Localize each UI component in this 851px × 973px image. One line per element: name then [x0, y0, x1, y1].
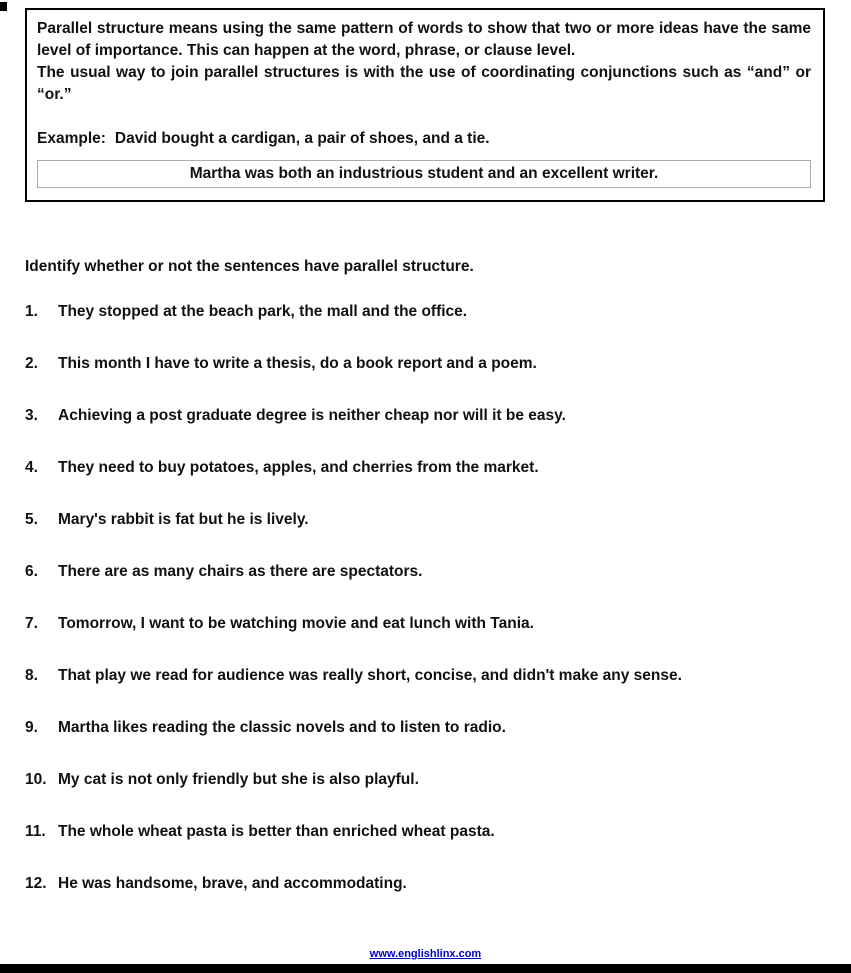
footer-link[interactable]: www.englishlinx.com	[369, 948, 482, 960]
question-text: They need to buy potatoes, apples, and cherries from the market.	[58, 459, 539, 476]
scan-artifact-corner	[0, 2, 7, 11]
footer	[0, 944, 851, 962]
example-line	[37, 128, 811, 150]
question-number: 6.	[25, 563, 38, 580]
question-item	[25, 301, 815, 323]
question-number: 8.	[25, 667, 38, 684]
question-text: They stopped at the beach park, the mall and the office.	[58, 303, 468, 320]
question-text: He was handsome, brave, and accommodating.	[58, 875, 407, 892]
question-number: 7.	[25, 615, 38, 632]
question-text: That play we read for audience was really short, concise, and didn't make any sense.	[58, 667, 682, 684]
example-sentence: David bought a cardigan, a pair of shoes, and a tie.	[114, 130, 490, 147]
question-item	[25, 509, 815, 531]
example-box	[37, 160, 811, 188]
question-list	[25, 301, 815, 925]
question-number: 11.	[25, 823, 46, 840]
question-number: 1.	[25, 303, 38, 320]
question-number: 3.	[25, 407, 38, 424]
question-number: 5.	[25, 511, 38, 528]
question-item	[25, 665, 815, 687]
question-number: 10.	[25, 771, 47, 788]
question-item	[25, 821, 815, 843]
question-item	[25, 561, 815, 583]
definition-paragraph-2: The usual way to join parallel structures is with the use of coordinating conjunctions such as “and” or “or.”	[37, 64, 811, 103]
question-item	[25, 353, 815, 375]
question-item	[25, 405, 815, 427]
question-text: Mary's rabbit is fat but he is lively.	[58, 511, 309, 528]
question-text: The whole wheat pasta is better than enriched wheat pasta.	[58, 823, 495, 840]
question-text: Achieving a post graduate degree is neither cheap nor will it be easy.	[58, 407, 566, 424]
question-text: Tomorrow, I want to be watching movie and eat lunch with Tania.	[58, 615, 534, 632]
question-item	[25, 457, 815, 479]
question-text: There are as many chairs as there are spectators.	[58, 563, 423, 580]
question-number: 4.	[25, 459, 38, 476]
question-text: This month I have to write a thesis, do a book report and a poem.	[58, 355, 537, 372]
scan-edge-bottom	[0, 964, 851, 973]
question-number: 12.	[25, 875, 47, 892]
instruction-text: Identify whether or not the sentences have parallel structure.	[25, 258, 474, 275]
question-text: My cat is not only friendly but she is also playful.	[58, 771, 419, 788]
example-boxed-sentence: Martha was both an industrious student and an excellent writer.	[189, 165, 659, 182]
definition-box	[25, 8, 825, 202]
definition-paragraph-1: Parallel structure means using the same pattern of words to show that two or more ideas have the same level of importance. This can happen at the word, phrase, or clause level.	[37, 20, 811, 59]
question-item	[25, 717, 815, 739]
question-text: Martha likes reading the classic novels and to listen to radio.	[58, 719, 506, 736]
example-label: Example:	[37, 130, 106, 147]
question-number: 2.	[25, 355, 38, 372]
question-item	[25, 873, 815, 895]
question-item	[25, 613, 815, 635]
question-item	[25, 769, 815, 791]
question-number: 9.	[25, 719, 38, 736]
